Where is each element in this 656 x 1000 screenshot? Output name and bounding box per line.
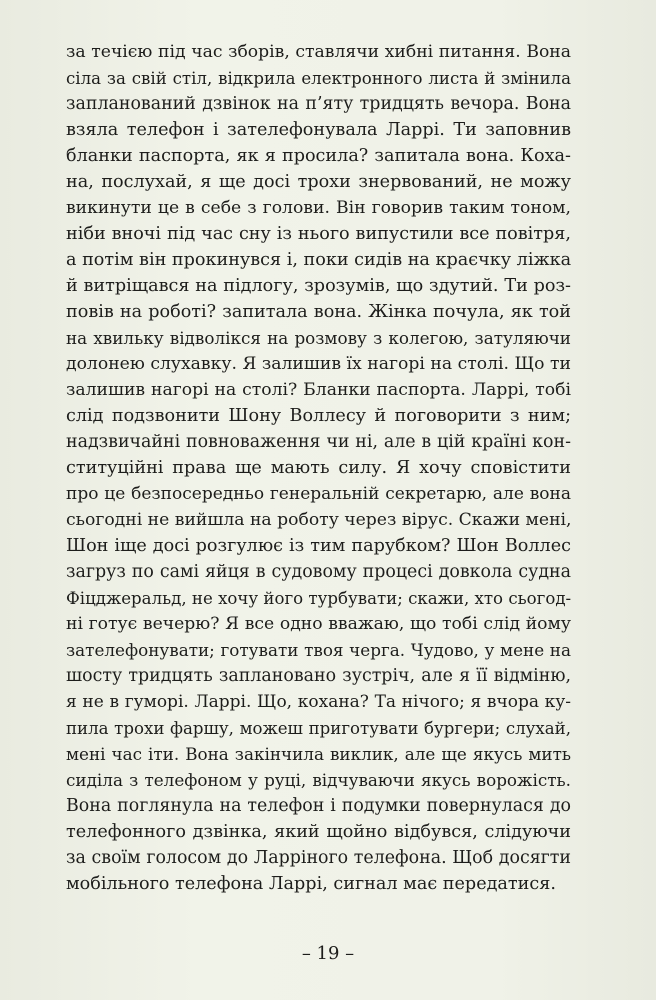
- text-line: я не в гуморі. Ларрі. Що, кохана? Та нічого; я вчора ку-: [66, 692, 571, 712]
- text-line: повів на роботі? запитала вона. Жінка почула, як той: [66, 302, 571, 322]
- text-line: викинути це в себе з голови. Він говорив таким тоном,: [66, 198, 571, 218]
- text-line: долонею слухавку. Я залишив їх нагорі на столі. Що ти: [66, 354, 571, 374]
- text-line: надзвичайні повноваження чи ні, але в цій країні кон-: [66, 432, 571, 452]
- text-line: а потім він прокинувся і, поки сидів на краєчку ліжка: [66, 250, 572, 270]
- text-line: взяла телефон і зателефонувала Ларрі. Ти заповнив: [66, 120, 571, 140]
- text-line: Шон іще досі розгулює із тим парубком? Шон Воллес: [66, 536, 571, 556]
- text-line: про це безпосередньо генеральній секретарю, але вона: [66, 484, 571, 504]
- text-line: на, послухай, я ще досі трохи знервований, не можу: [66, 172, 571, 192]
- text-line: й витріщався на підлогу, зрозумів, що здутий. Ти роз-: [66, 276, 571, 296]
- page-number: – 19 –: [301, 943, 355, 964]
- text-line: за своїм голосом до Ларріного телефона. Щоб досягти: [66, 848, 571, 868]
- text-line: залишив нагорі на столі? Бланки паспорта. Ларрі, тобі: [66, 380, 571, 400]
- text-line: за течією під час зборів, ставлячи хибні питання. Вона: [66, 42, 571, 62]
- text-line: мені час іти. Вона закінчила виклик, але ще якусь мить: [66, 744, 571, 764]
- text-line: на хвильку відволікся на розмову з колегою, затуляючи: [66, 328, 571, 348]
- text-line: бланки паспорта, як я просила? запитала вона. Коха-: [66, 146, 571, 166]
- text-line: Вона поглянула на телефон і подумки повернулася до: [66, 796, 571, 816]
- text-line: мобільного телефона Ларрі, сигнал має передатися.: [66, 874, 556, 894]
- text-line: ніби вночі під час сну із нього випустили все повітря,: [66, 224, 571, 244]
- text-line: слід подзвонити Шону Воллесу й поговорити з ним;: [66, 406, 571, 426]
- text-line: телефонного дзвінка, який щойно відбувся, слідуючи: [66, 822, 571, 842]
- text-line: сіла за свій стіл, відкрила електронного листа й змінила: [66, 69, 571, 88]
- text-line: ні готує вечерю? Я все одно вважаю, що тобі слід йому: [66, 614, 571, 634]
- text-line: запланований дзвінок на п’яту тридцять вечора. Вона: [66, 94, 571, 114]
- text-line: загруз по самі яйця в судовому процесі довкола судна: [66, 562, 571, 582]
- text-line: ституційні права ще мають силу. Я хочу сповістити: [66, 458, 571, 478]
- text-line: пила трохи фаршу, можеш приготувати бургери; слухай,: [66, 719, 571, 738]
- text-line: шосту тридцять заплановано зустріч, але я її відміню,: [66, 666, 571, 686]
- text-line: сьогодні не вийшла на роботу через вірус. Скажи мені,: [66, 510, 572, 530]
- text-line: Фіцджеральд, не хочу його турбувати; скажи, хто сьогод-: [66, 589, 572, 608]
- text-line: сиділа з телефоном у руці, відчуваючи якусь ворожість.: [66, 770, 571, 790]
- text-line: зателефонувати; готувати твоя черга. Чудово, у мене на: [66, 640, 571, 660]
